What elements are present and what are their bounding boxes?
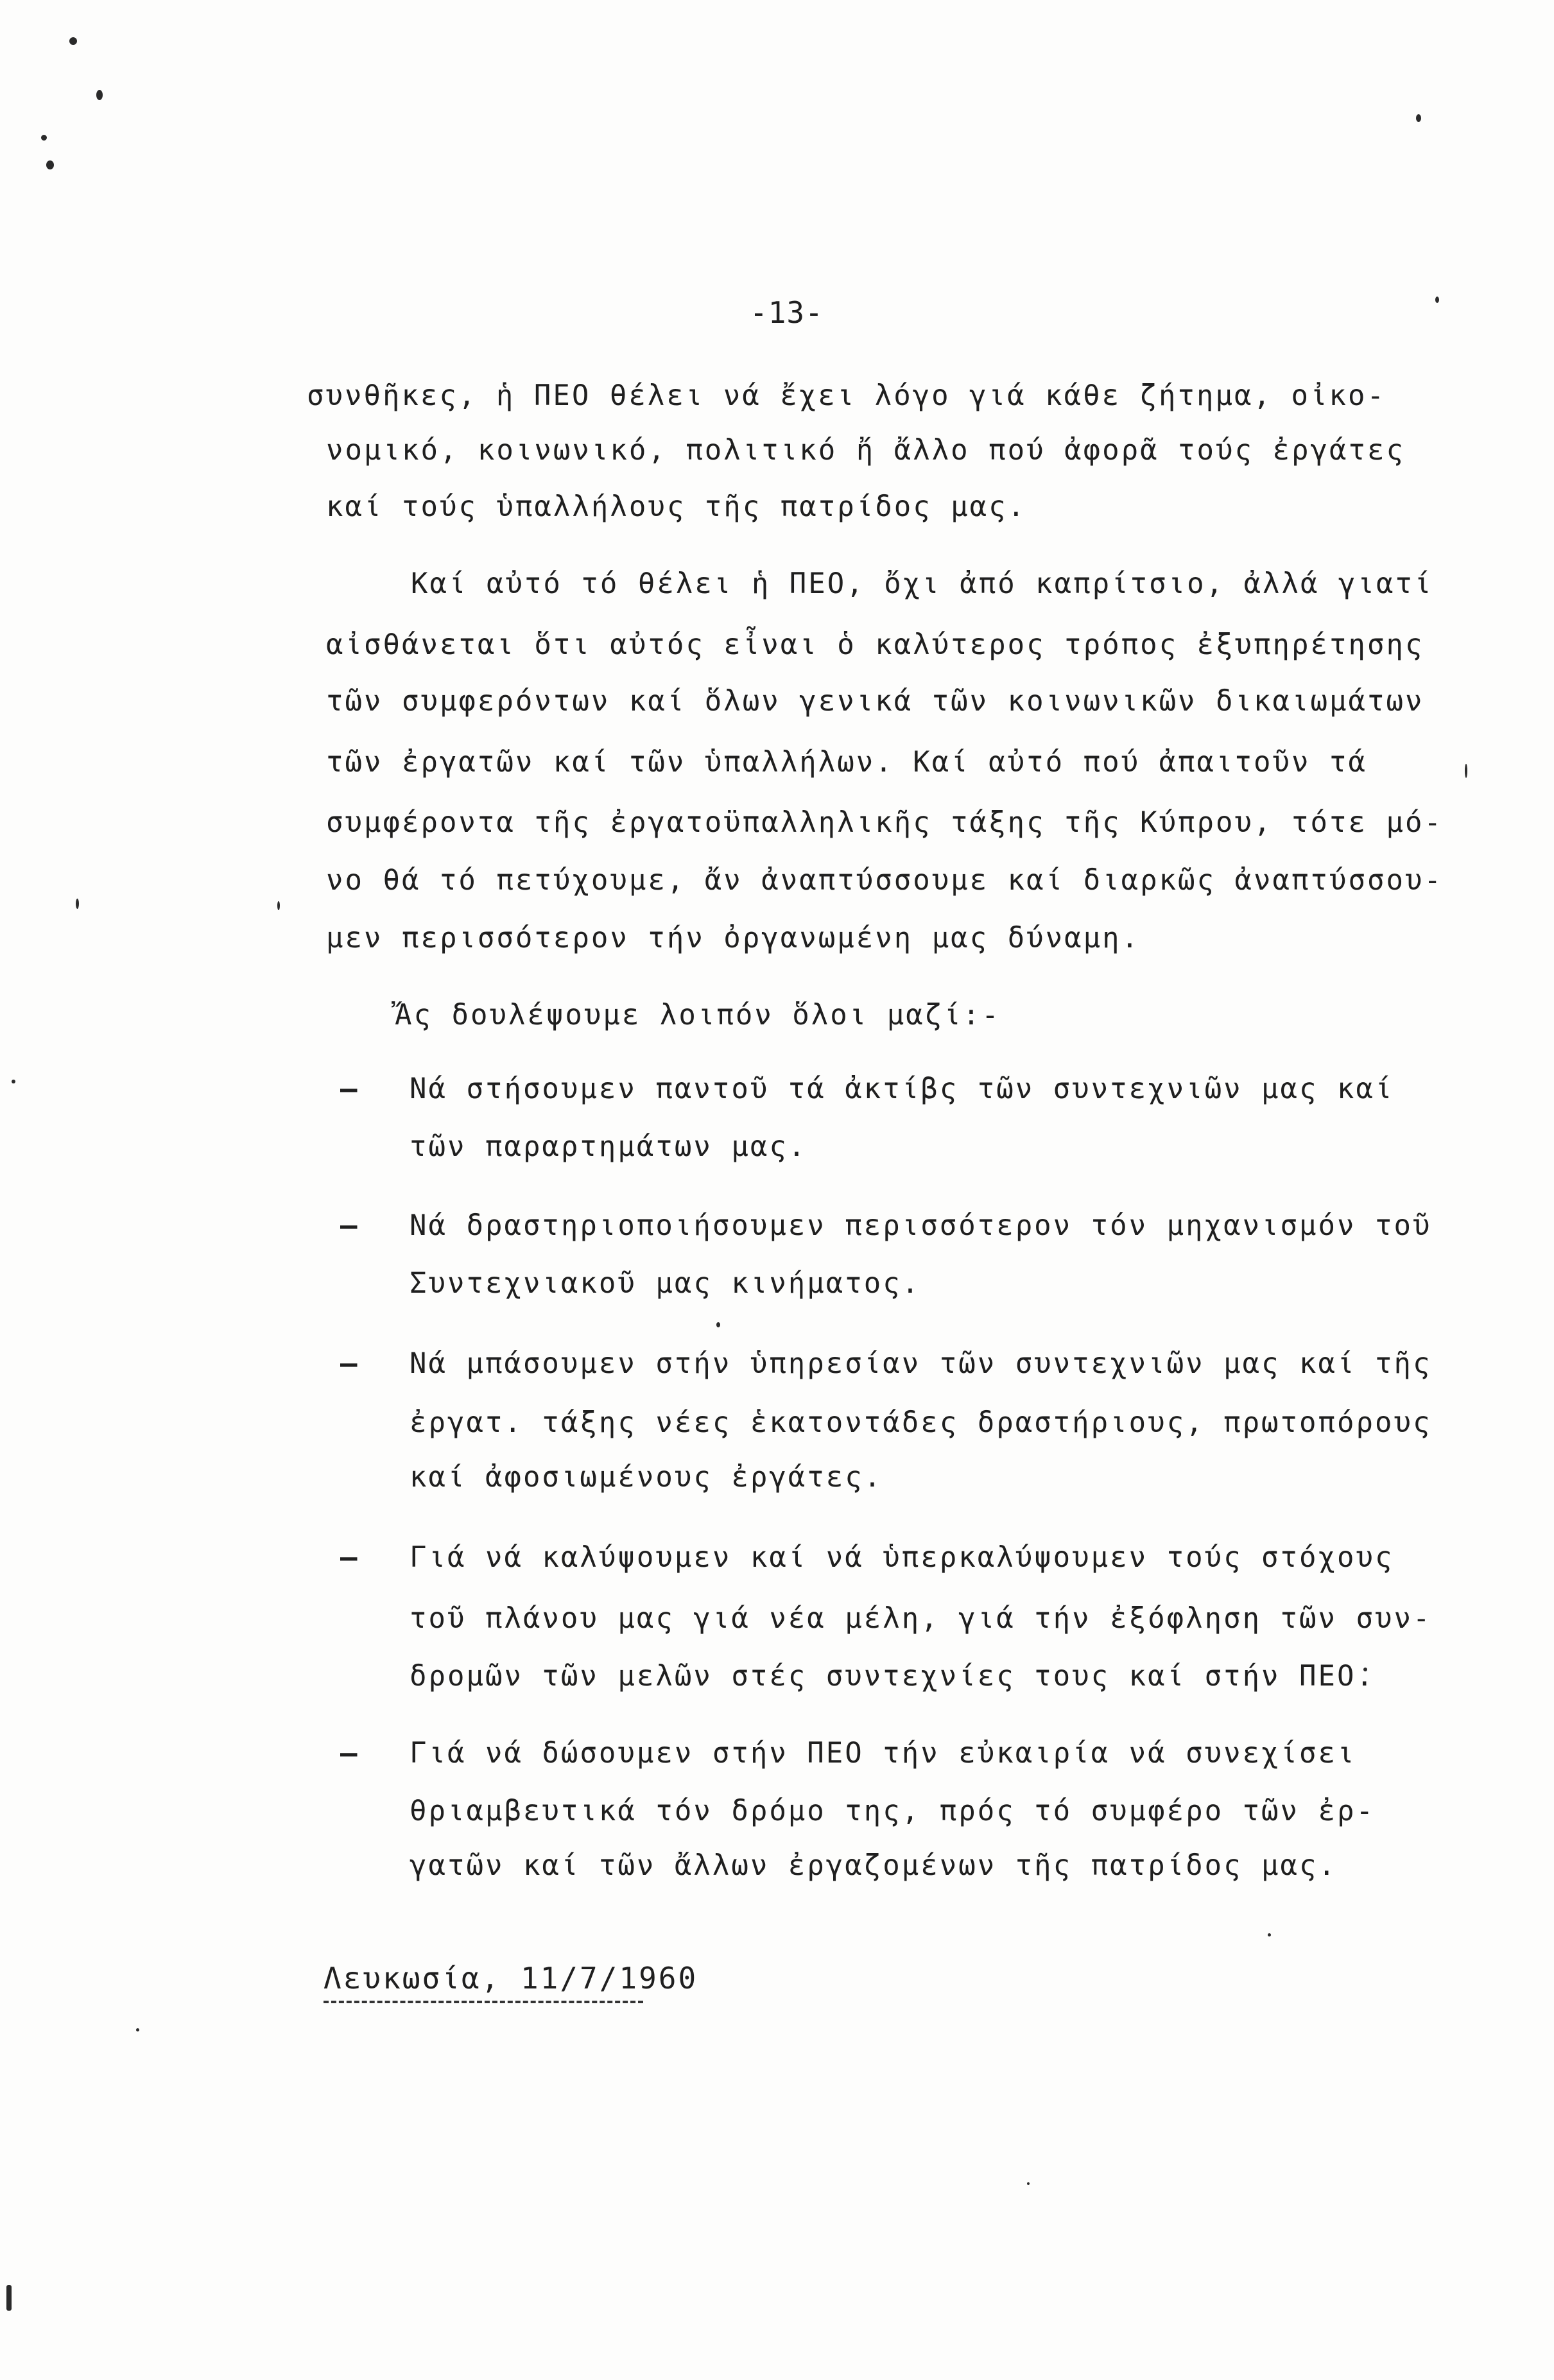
signature-underline xyxy=(324,2001,643,2003)
scan-speck xyxy=(46,160,54,169)
paragraph-2-line-7: μεν περισσότερον τήν ὀργανωμένη μας δύναμη. xyxy=(326,922,1141,954)
paragraph-1-line-2: νομικό, κοινωνικό, πολιτικό ἤ ἄλλο πού ἀφορᾶ τούς ἐργάτες xyxy=(326,434,1405,467)
bullet-5-line-3: γατῶν καί τῶν ἄλλων ἐργαζομένων τῆς πατρίδος μας. xyxy=(410,1849,1338,1882)
scan-speck xyxy=(716,1322,720,1327)
bullet-3-line-1: Νά μπάσουμεν στήν ὑπηρεσίαν τῶν συντεχνιῶν μας καί τῆς xyxy=(410,1347,1432,1380)
scan-speck xyxy=(96,90,103,100)
paragraph-2-line-6: νο θά τό πετύχουμε, ἄν ἀναπτύσσουμε καί διαρκῶς ἀναπτύσσου- xyxy=(326,864,1443,897)
bullet-4-dash: — xyxy=(340,1541,356,1574)
bullet-2-dash: — xyxy=(340,1209,356,1242)
paragraph-2-line-5: συμφέροντα τῆς ἐργατοϋπαλληλικῆς τάξης τῆς Κύπρου, τότε μό- xyxy=(326,806,1443,839)
scan-speck xyxy=(1027,2182,1030,2185)
paragraph-2-line-3: τῶν συμφερόντων καί ὅλων γενικά τῶν κοινωνικῶν δικαιωμάτων xyxy=(326,685,1424,718)
place-date-signature: Λευκωσία, 11/7/1960 xyxy=(324,1961,698,1996)
scan-speck xyxy=(76,899,79,909)
scan-speck xyxy=(69,37,77,45)
bullet-5-line-2: θριαμβευτικά τόν δρόμο της, πρός τό συμφέρο τῶν ἐρ- xyxy=(410,1795,1376,1827)
bullet-2-line-2: Συντεχνιακοῦ μας κινήματος. xyxy=(410,1267,921,1300)
scan-speck xyxy=(1268,1933,1271,1936)
paragraph-1-line-1: συνθῆκες, ἡ ΠΕΟ θέλει νά ἔχει λόγο γιά κάθε ζήτημα, οἰκο- xyxy=(307,379,1386,412)
scan-speck xyxy=(1416,114,1421,122)
page-number: -13- xyxy=(750,295,824,330)
bullet-3-dash: — xyxy=(340,1347,356,1380)
bullet-5-line-1: Γιά νά δώσουμεν στήν ΠΕΟ τήν εὐκαιρία νά συνεχίσει xyxy=(410,1737,1356,1770)
bullet-5-dash: — xyxy=(340,1737,356,1770)
paragraph-3-line-1: Ἄς δουλέψουμε λοιπόν ὅλοι μαζί:- xyxy=(395,999,1001,1031)
scan-speck xyxy=(277,901,280,910)
bullet-4-line-2: τοῦ πλάνου μας γιά νέα μέλη, γιά τήν ἐξόφληση τῶν συν- xyxy=(410,1602,1432,1635)
scan-speck xyxy=(6,2285,12,2311)
scan-speck xyxy=(1435,297,1439,303)
paragraph-1-line-3: καί τούς ὑπαλλήλους τῆς πατρίδος μας. xyxy=(326,490,1027,523)
bullet-1-line-2: τῶν παραρτημάτων μας. xyxy=(410,1130,807,1163)
bullet-3-line-3: καί ἀφοσιωμένους ἐργάτες. xyxy=(410,1461,883,1494)
scan-speck xyxy=(41,135,47,141)
scan-speck xyxy=(1465,764,1467,778)
scan-speck xyxy=(136,2028,139,2031)
paragraph-2-line-2: αἰσθάνεται ὅτι αὐτός εἶναι ὁ καλύτερος τρόπος ἐξυπηρέτησης xyxy=(326,628,1424,661)
bullet-1-dash: — xyxy=(340,1073,356,1105)
bullet-4-line-1: Γιά νά καλύψουμεν καί νά ὑπερκαλύψουμεν τούς στόχους xyxy=(410,1541,1394,1574)
bullet-2-line-1: Νά δραστηριοποιήσουμεν περισσότερον τόν μηχανισμόν τοῦ xyxy=(410,1209,1432,1242)
bullet-4-line-3: δρομῶν τῶν μελῶν στές συντεχνίες τους καί στήν ΠΕΟ. xyxy=(410,1660,1376,1693)
paragraph-2-line-1: Καί αὐτό τό θέλει ἡ ΠΕΟ, ὄχι ἀπό καπρίτσιο, ἀλλά γιατί xyxy=(411,567,1433,600)
paragraph-2-line-4: τῶν ἐργατῶν καί τῶν ὑπαλλήλων. Καί αὐτό πού ἀπαιτοῦν τά xyxy=(326,746,1367,779)
bullet-1-line-1: Νά στήσουμεν παντοῦ τά ἀκτίβς τῶν συντεχνιῶν μας καί xyxy=(410,1073,1394,1105)
scan-speck xyxy=(12,1080,15,1083)
bullet-3-line-2: ἐργατ. τάξης νέες ἑκατοντάδες δραστήριους, πρωτοπόρους xyxy=(410,1406,1432,1439)
